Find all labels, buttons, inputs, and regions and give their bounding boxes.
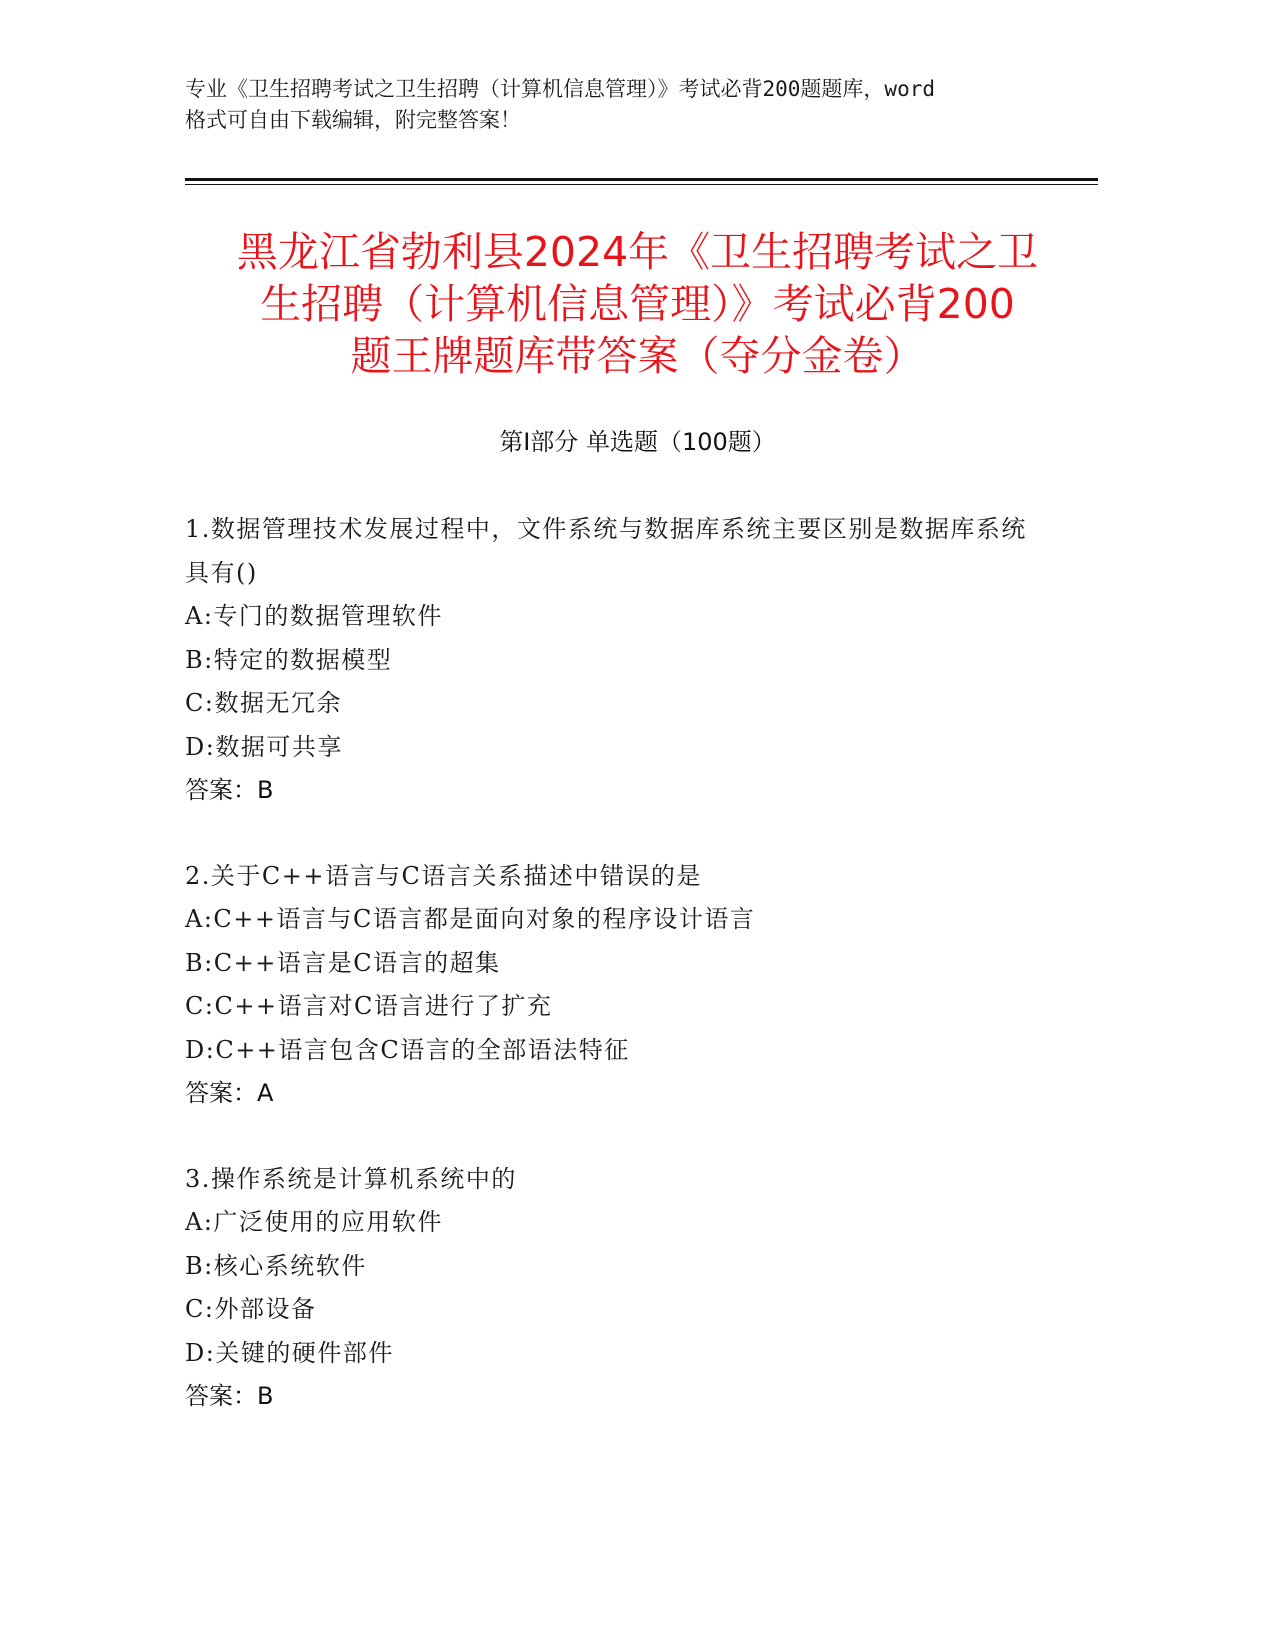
document-title-line3: 题王牌题库带答案（夺分金卷） (350, 332, 925, 380)
option-c: C:数据无冗余 (185, 689, 342, 717)
question-list (185, 508, 1065, 1461)
question-stem: 2.关于C++语言与C语言关系描述中错误的是 (185, 861, 702, 890)
question-3 (185, 1158, 1065, 1419)
option-b: B:核心系统软件 (185, 1251, 367, 1280)
question-1 (185, 508, 1065, 813)
section-title: 第Ⅰ部分 单选题（100题） (499, 428, 776, 456)
header-note (185, 74, 1085, 136)
header-note-line1: 专业《卫生招聘考试之卫生招聘（计算机信息管理）》考试必背200题题库，word (185, 77, 935, 101)
option-a: A:专门的数据管理软件 (185, 602, 443, 630)
option-b: B:特定的数据模型 (185, 645, 393, 674)
question-stem: 3.操作系统是计算机系统中的 (185, 1164, 517, 1193)
document-title (170, 226, 1105, 382)
header-note-line2: 格式可自由下载编辑，附完整答案！ (185, 108, 521, 132)
option-d: D:关键的硬件部件 (185, 1338, 394, 1367)
option-a: A:C++语言与C语言都是面向对象的程序设计语言 (185, 905, 756, 933)
header-divider-thin (185, 184, 1098, 185)
option-c: C:外部设备 (185, 1295, 317, 1323)
document-title-line2: 生招聘（计算机信息管理）》考试必背200 (260, 280, 1015, 328)
option-a: A:广泛使用的应用软件 (185, 1208, 443, 1236)
answer-line: 答案：B (185, 776, 274, 804)
option-d: D:数据可共享 (185, 732, 343, 761)
header-divider-thick (185, 178, 1098, 181)
answer-line: 答案：B (185, 1382, 274, 1410)
document-title-line1: 黑龙江省勃利县2024年《卫生招聘考试之卫 (236, 228, 1039, 276)
question-stem: 1.数据管理技术发展过程中，文件系统与数据库系统主要区别是数据库系统具有() (185, 515, 1027, 587)
option-c: C:C++语言对C语言进行了扩充 (185, 992, 553, 1020)
option-d: D:C++语言包含C语言的全部语法特征 (185, 1035, 630, 1064)
option-b: B:C++语言是C语言的超集 (185, 948, 501, 977)
answer-line: 答案：A (185, 1079, 274, 1107)
question-2 (185, 855, 1065, 1116)
